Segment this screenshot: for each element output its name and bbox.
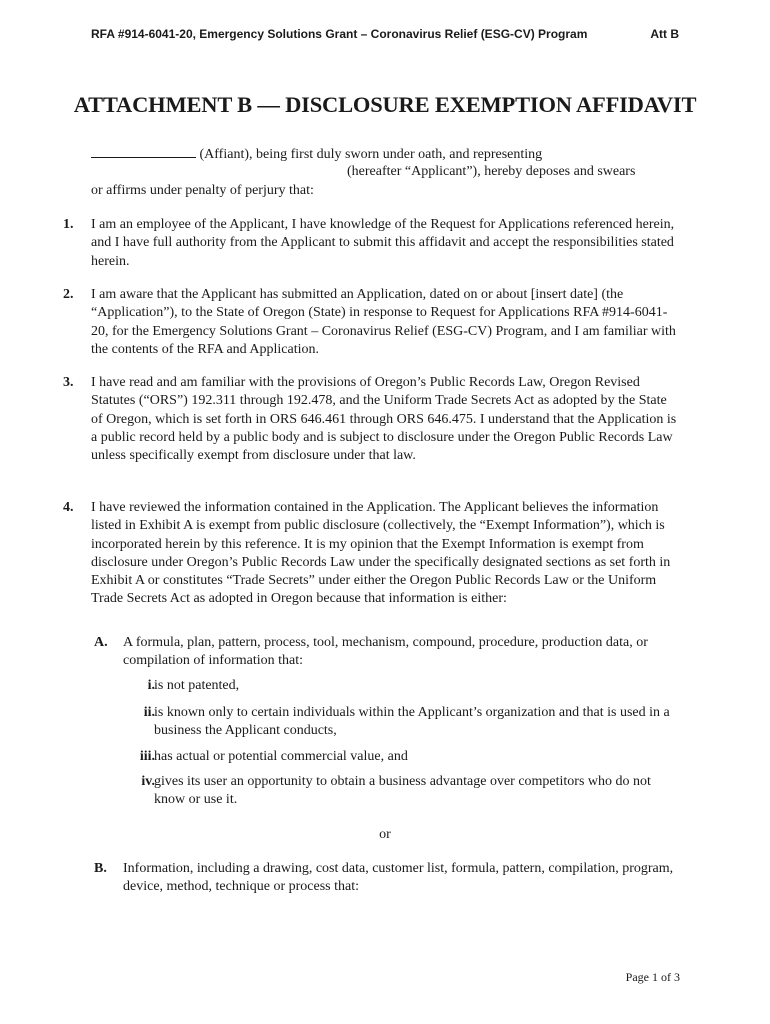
option-a-subitem-ii — [118, 704, 681, 741]
numbered-item-2 — [63, 286, 681, 359]
option-a-subitem-iv — [118, 773, 681, 810]
item-text: I have reviewed the information contained in the Application. The Applicant believes the information listed in Exhibit A is exempt from public disclosure (collectively, the “Exempt Information”), which is incorporated herein by this reference. It is my opinion that the Exempt Information is exempt from disclosure under Oregon’s Public Records Law under the specifically designated sections as set forth in Exhibit A or constitutes “Trade Secrets” under either the Oregon Public Records Law or the Uniform Trade Secrets Act as adopted in Oregon because that information is either: — [91, 500, 671, 607]
option-a-label: A. — [94, 635, 108, 650]
affiant-name-blank[interactable] — [91, 145, 196, 158]
numbered-item-3 — [63, 374, 681, 465]
attachment-label: Att B — [650, 27, 679, 41]
item-number: 1. — [63, 217, 74, 232]
page-number: Page 1 of 3 — [625, 970, 680, 984]
subitem-text: is not patented, — [154, 678, 240, 693]
subitem-label: iv. — [141, 774, 155, 789]
intro-line-2: (hereafter “Applicant”), hereby deposes and swears — [347, 164, 636, 180]
subitem-label: i. — [147, 678, 155, 693]
subitem-label: iii. — [139, 749, 155, 764]
option-a-text: A formula, plan, pattern, process, tool, mechanism, compound, procedure, production data, or compilation of information that: — [123, 635, 648, 669]
page-footer — [626, 970, 680, 985]
option-b-label: B. — [94, 861, 107, 876]
document-title: ATTACHMENT B — DISCLOSURE EXEMPTION AFFIDAVIT — [73, 92, 697, 117]
option-b — [94, 860, 681, 897]
item-text: I have read and am familiar with the provisions of Oregon’s Public Records Law, Oregon Revised Statutes (“ORS”) 192.311 through 192.478, and the Uniform Trade Secrets Act as adopted by the State of Oregon, which is set forth in ORS 646.461 through ORS 646.475. I understand that the Application is a public record held by a public body and is subject to disclosure under the Oregon Public Records Law unless specifically exempt from disclosure under that law. — [91, 375, 677, 464]
rfa-reference: RFA #914-6041-20, Emergency Solutions Grant – Coronavirus Relief (ESG-CV) Program — [91, 27, 588, 41]
intro-line-3: or affirms under penalty of perjury that: — [91, 182, 314, 198]
or-separator: or — [379, 827, 391, 842]
subitem-text: is known only to certain individuals within the Applicant’s organization and that is used in a business the Applicant conducts, — [154, 705, 670, 739]
item-number: 4. — [63, 500, 74, 515]
subitem-label: ii. — [143, 705, 155, 720]
option-a-subitem-iii — [118, 748, 681, 766]
intro-line-1: (Affiant), being first duly sworn under oath, and representing — [199, 147, 543, 162]
subitem-text: has actual or potential commercial value, and — [154, 749, 408, 764]
option-a — [94, 634, 681, 671]
item-text: I am an employee of the Applicant, I have knowledge of the Request for Applications referenced herein, and I have full authority from the Applicant to submit this affidavit and accept the responsibilities stated herein. — [91, 217, 675, 269]
item-number: 3. — [63, 375, 74, 390]
numbered-item-1 — [63, 216, 681, 271]
subitem-text: gives its user an opportunity to obtain a business advantage over competitors who do not know or use it. — [154, 774, 651, 808]
option-b-text: Information, including a drawing, cost data, customer list, formula, pattern, compilation, program, device, method, technique or process that: — [123, 861, 674, 895]
affiant-intro — [91, 145, 681, 200]
item-number: 2. — [63, 287, 74, 302]
running-header — [91, 27, 679, 45]
item-text: I am aware that the Applicant has submitted an Application, dated on or about [insert date] (the “Application”), to the State of Oregon (State) in response to Request for Applications RFA #914-6041-20, for the Emergency Solutions Grant – Coronavirus Relief (ESG-CV) Program, and I am familiar with the contents of the RFA and Application. — [91, 287, 676, 357]
option-a-subitem-i — [118, 677, 681, 695]
numbered-item-4 — [63, 499, 681, 609]
